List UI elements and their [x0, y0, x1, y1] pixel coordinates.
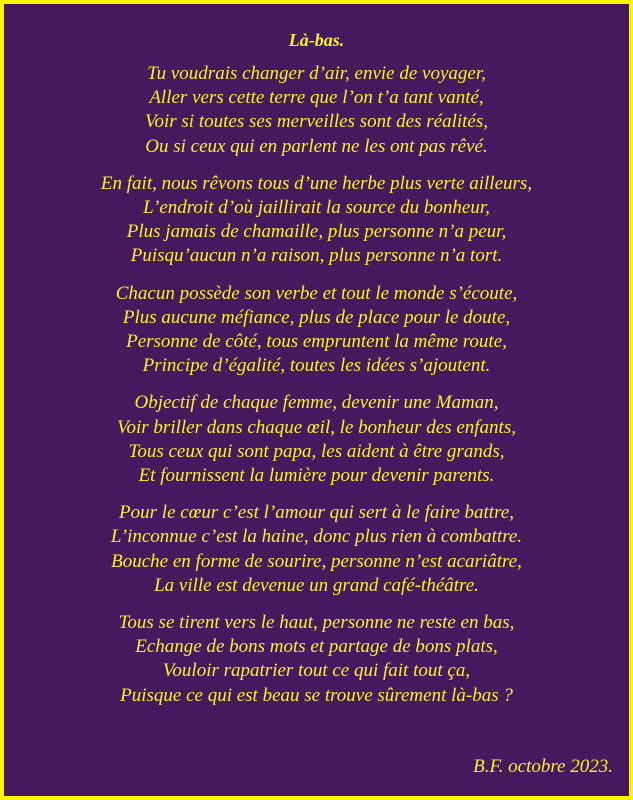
poem-line: Echange de bons mots et partage de bons plats, [135, 636, 498, 658]
stanza [4, 501, 629, 598]
poem-line: Ou si ceux qui en parlent ne les ont pas rêvé. [145, 135, 488, 157]
stanza [4, 611, 629, 708]
poem-card [4, 4, 629, 796]
stanza [4, 391, 629, 488]
poem-line: L’inconnue c’est la haine, donc plus rien à combattre. [110, 526, 523, 548]
poem-line: Personne de côté, tous empruntent la même route, [126, 331, 507, 353]
poem-line: L’endroit d’où jaillirait la source du bonheur, [143, 197, 490, 219]
poem-line: La ville est devenue un grand café-théâtre. [154, 574, 479, 596]
poem-line: Puisque ce qui est beau se trouve sûrement là-bas ? [120, 684, 513, 706]
poem-line: Puisqu’aucun n’a raison, plus personne n’a tort. [130, 245, 503, 267]
poem-title: Là-bas. [288, 30, 345, 50]
stanza [4, 172, 629, 269]
poem-line: Voir briller dans chaque œil, le bonheur des enfants, [117, 416, 516, 438]
signature: B.F. octobre 2023. [473, 756, 613, 777]
poem-line: Plus aucune méfiance, plus de place pour le doute, [122, 306, 511, 328]
poem-line: Tous se tirent vers le haut, personne ne reste en bas, [118, 612, 515, 634]
poem-line: Bouche en forme de sourire, personne n’est acariâtre, [111, 550, 522, 572]
poem-line: Tu voudrais changer d’air, envie de voyager, [147, 63, 486, 84]
poem-line: Aller vers cette terre que l’on t’a tant vanté, [149, 87, 484, 109]
poem-line: Vouloir rapatrier tout ce qui fait tout ça, [162, 660, 471, 682]
poem-line: Plus jamais de chamaille, plus personne n’a peur, [126, 221, 507, 243]
poem-line: En fait, nous rêvons tous d’une herbe plus verte ailleurs, [100, 172, 533, 194]
poem-line: Voir si toutes ses merveilles sont des réalités, [144, 111, 489, 133]
poem-line: Principe d’égalité, toutes les idées s’ajoutent. [142, 355, 491, 377]
poem-line: Tous ceux qui sont papa, les aident à être grands, [128, 440, 505, 462]
stanza [4, 282, 629, 379]
poem-body [4, 62, 629, 721]
poem-line: Chacun possède son verbe et tout le monde s’écoute, [115, 282, 518, 304]
poem-line: Pour le cœur c’est l’amour qui sert à le faire battre, [119, 502, 514, 524]
poem-line: Et fournissent la lumière pour devenir parents. [138, 465, 495, 487]
stanza [4, 62, 629, 159]
poem-line: Objectif de chaque femme, devenir une Maman, [134, 392, 499, 414]
